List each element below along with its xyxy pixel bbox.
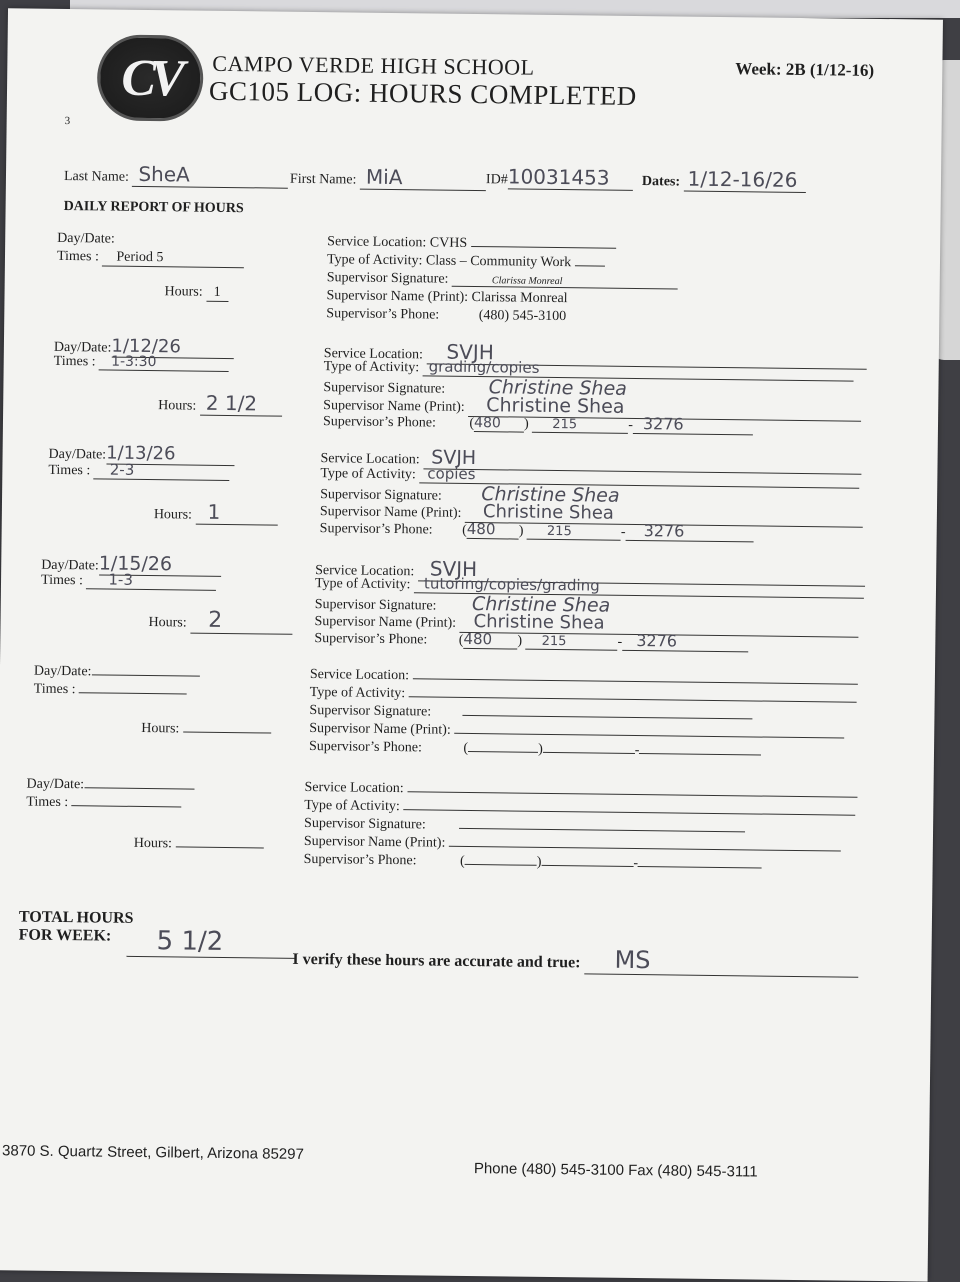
entry-4 [1,551,936,651]
activity-value: Class – Community Work [425,253,572,271]
entry-2 [4,334,939,434]
times-field [26,795,182,813]
entry-1 [5,230,940,325]
phone-label: Supervisor’s Phone: [308,739,423,756]
activity-label: Type of Activity: [320,466,416,483]
id-label: ID# [485,172,508,188]
hours-field [134,836,264,854]
times-field [57,249,245,268]
activity-label: Type of Activity: [323,359,420,376]
phone-area: 480 [463,630,517,650]
last-name-field [64,161,289,189]
day-date-label: Day/Date: [53,339,112,356]
first-name-value: MiA [360,165,486,192]
service-location-value: SVJH [418,556,865,586]
school-phone-fax: Phone (480) 545-3100 Fax (480) 545-3111 [473,1160,758,1181]
phone-field: Supervisor’s Phone: (480 ) 215 - 3276 [323,410,753,435]
times-label: Times : [56,248,99,265]
hours-label: Hours: [158,398,197,414]
day-date-label: Day/Date: [33,663,92,680]
times-value: Period 5 [102,249,244,268]
activity-label: Type of Activity: [304,797,400,815]
activity-label: Type of Activity: [314,576,411,593]
hours-label: Hours: [148,615,187,631]
phone-line: 3276 [633,414,753,435]
hours-field [141,721,271,739]
hours-value: 2 [190,608,292,635]
signature-field [327,270,678,290]
activity-value: copies [419,464,859,488]
service-location-label: Service Location: [309,667,410,684]
signature-value: Clarissa Monreal [452,275,678,290]
times-field [41,570,217,591]
times-label: Times : [53,353,96,370]
phone-field: Supervisor’s Phone: ( ) - [304,852,763,874]
school-address: 3870 S. Quartz Street, Gilbert, Arizona 85297 [1,1142,305,1163]
signature-label: Supervisor Signature: [309,703,432,720]
phone-line: 3276 [626,521,754,543]
times-value: 2-3 [94,460,230,481]
supervisor-name-value: Christine Shea [459,611,858,638]
times-label: Times : [40,572,84,589]
hours-field [158,390,282,417]
service-location-label: Service Location: [327,234,427,251]
last-name-label: Last Name: [63,168,129,185]
phone-area: 480 [467,520,519,540]
day-date-value: 1/12/26 [111,336,233,359]
phone-label: Supervisor’s Phone: [319,521,433,538]
hours-value: 2 1/2 [200,391,282,417]
day-date-value: 1/15/26 [99,552,221,576]
times-value: 1-3 [86,570,216,591]
phone-field [326,306,566,325]
phone-prefix: 215 [532,417,628,434]
times-label: Times : [48,462,91,479]
phone-area: 480 [474,415,524,433]
hours-field [154,499,278,526]
service-location-value: SVJH [426,339,866,369]
hours-label: Hours: [153,507,193,523]
section-title: DAILY REPORT OF HOURS [63,198,244,217]
supervisor-name-label: Supervisor Name (Print): [309,721,451,738]
service-location-label: Service Location: [315,563,415,580]
hours-label: Hours: [133,835,173,852]
supervisor-name-value: Clarissa Monreal [471,289,568,307]
school-logo: CV [97,34,204,121]
hours-label: Hours: [141,720,180,737]
day-date-value: 1/13/26 [106,443,234,467]
supervisor-name-label: Supervisor Name (Print): [314,614,457,631]
signature-label: Supervisor Signature: [314,597,437,614]
supervisor-name-label: Supervisor Name (Print): [319,504,462,521]
service-location-label: Service Location: [320,451,420,468]
signature-label: Supervisor Signature: [326,270,449,287]
week-label: Week: 2B (1/12-16) [735,59,875,80]
phone-value: (480) 545-3100 [478,308,567,325]
first-name-field [290,164,486,191]
dates-label: Dates: [641,174,681,190]
day-date-label: Day/Date: [48,446,107,463]
day-date-label: Day/Date: [41,557,99,574]
phone-label: Supervisor’s Phone: [322,414,437,431]
total-hours-field [126,926,294,959]
activity-label: Type of Activity: [309,685,406,702]
times-field [34,682,188,700]
school-name: CAMPO VERDE HIGH SCHOOL [212,50,535,80]
hours-field [148,607,292,635]
day-date-field [26,777,194,795]
supervisor-name-value: Christine Shea [465,501,863,528]
hours-field [164,284,228,302]
entry-5 [0,663,935,759]
phone-label: Supervisor’s Phone: [314,631,428,648]
verify-field [292,942,858,978]
phone-line: 3276 [622,631,748,653]
phone-prefix: 215 [526,634,618,651]
service-location-field [327,234,616,254]
id-field [486,164,633,191]
phone-field: Supervisor’s Phone: (480 ) 215 - 3276 [314,627,748,652]
phone-field: Supervisor’s Phone: ( ) - [309,739,762,761]
hours-value: 1 [195,500,277,526]
hours-label: Hours: [164,284,203,300]
phone-field: Supervisor’s Phone: (480 ) 215 - 3276 [320,517,754,542]
activity-value: grading/copies [423,357,854,381]
phone-label: Supervisor’s Phone: [326,306,440,323]
activity-value: tutoring/copies/grading [414,574,864,598]
service-location-value: SVJH [423,446,861,474]
id-value: 10031453 [508,164,633,191]
signature-value: Christine Shea [481,483,620,507]
signature-label: Supervisor Signature: [323,380,446,397]
service-location-value: CVHS [429,235,468,251]
supervisor-name-label: Supervisor Name (Print): [323,398,465,415]
verify-label: I verify these hours are accurate and true: [292,950,581,972]
entry-3 [3,441,938,541]
times-label: Times : [26,794,69,811]
log-sheet [0,8,943,1281]
dates-field [642,166,806,193]
signature-label: Supervisor Signature: [304,815,426,833]
times-value: 1-3:30 [99,353,229,372]
page-mark: 3 [64,114,71,128]
total-hours-value: 5 1/2 [126,926,294,959]
hours-value: 1 [206,285,228,302]
activity-label: Type of Activity: [326,252,423,269]
supervisor-name-value: Christine Shea [468,394,861,422]
signature-value: Christine Shea [471,593,611,617]
phone-label: Supervisor’s Phone: [303,851,417,869]
supervisor-name-label: Supervisor Name (Print): [326,288,469,305]
times-field [48,460,230,481]
signature-value: Christine Shea [488,376,628,400]
activity-field [327,252,605,271]
entry-6 [0,776,934,872]
first-name-label: First Name: [289,171,357,188]
times-field [54,353,230,372]
day-date-label: Day/Date: [26,776,85,793]
phone-prefix: 215 [527,524,621,541]
last-name-value: SheA [132,162,288,189]
supervisor-name-label: Supervisor Name (Print): [303,833,446,851]
signature-label: Supervisor Signature: [320,487,442,504]
supervisor-name-field [326,288,567,307]
dates-value: 1/12-16/26 [683,167,805,193]
day-date-field [34,664,200,682]
service-location-label: Service Location: [304,779,404,797]
verify-initials: MS [584,945,858,977]
log-title: GC105 LOG: HOURS COMPLETED [208,75,637,111]
total-hours-label: TOTAL HOURS FOR WEEK: [18,908,134,945]
day-date-label: Day/Date: [57,230,115,247]
service-location-label: Service Location: [323,346,424,363]
times-label: Times : [33,681,76,698]
